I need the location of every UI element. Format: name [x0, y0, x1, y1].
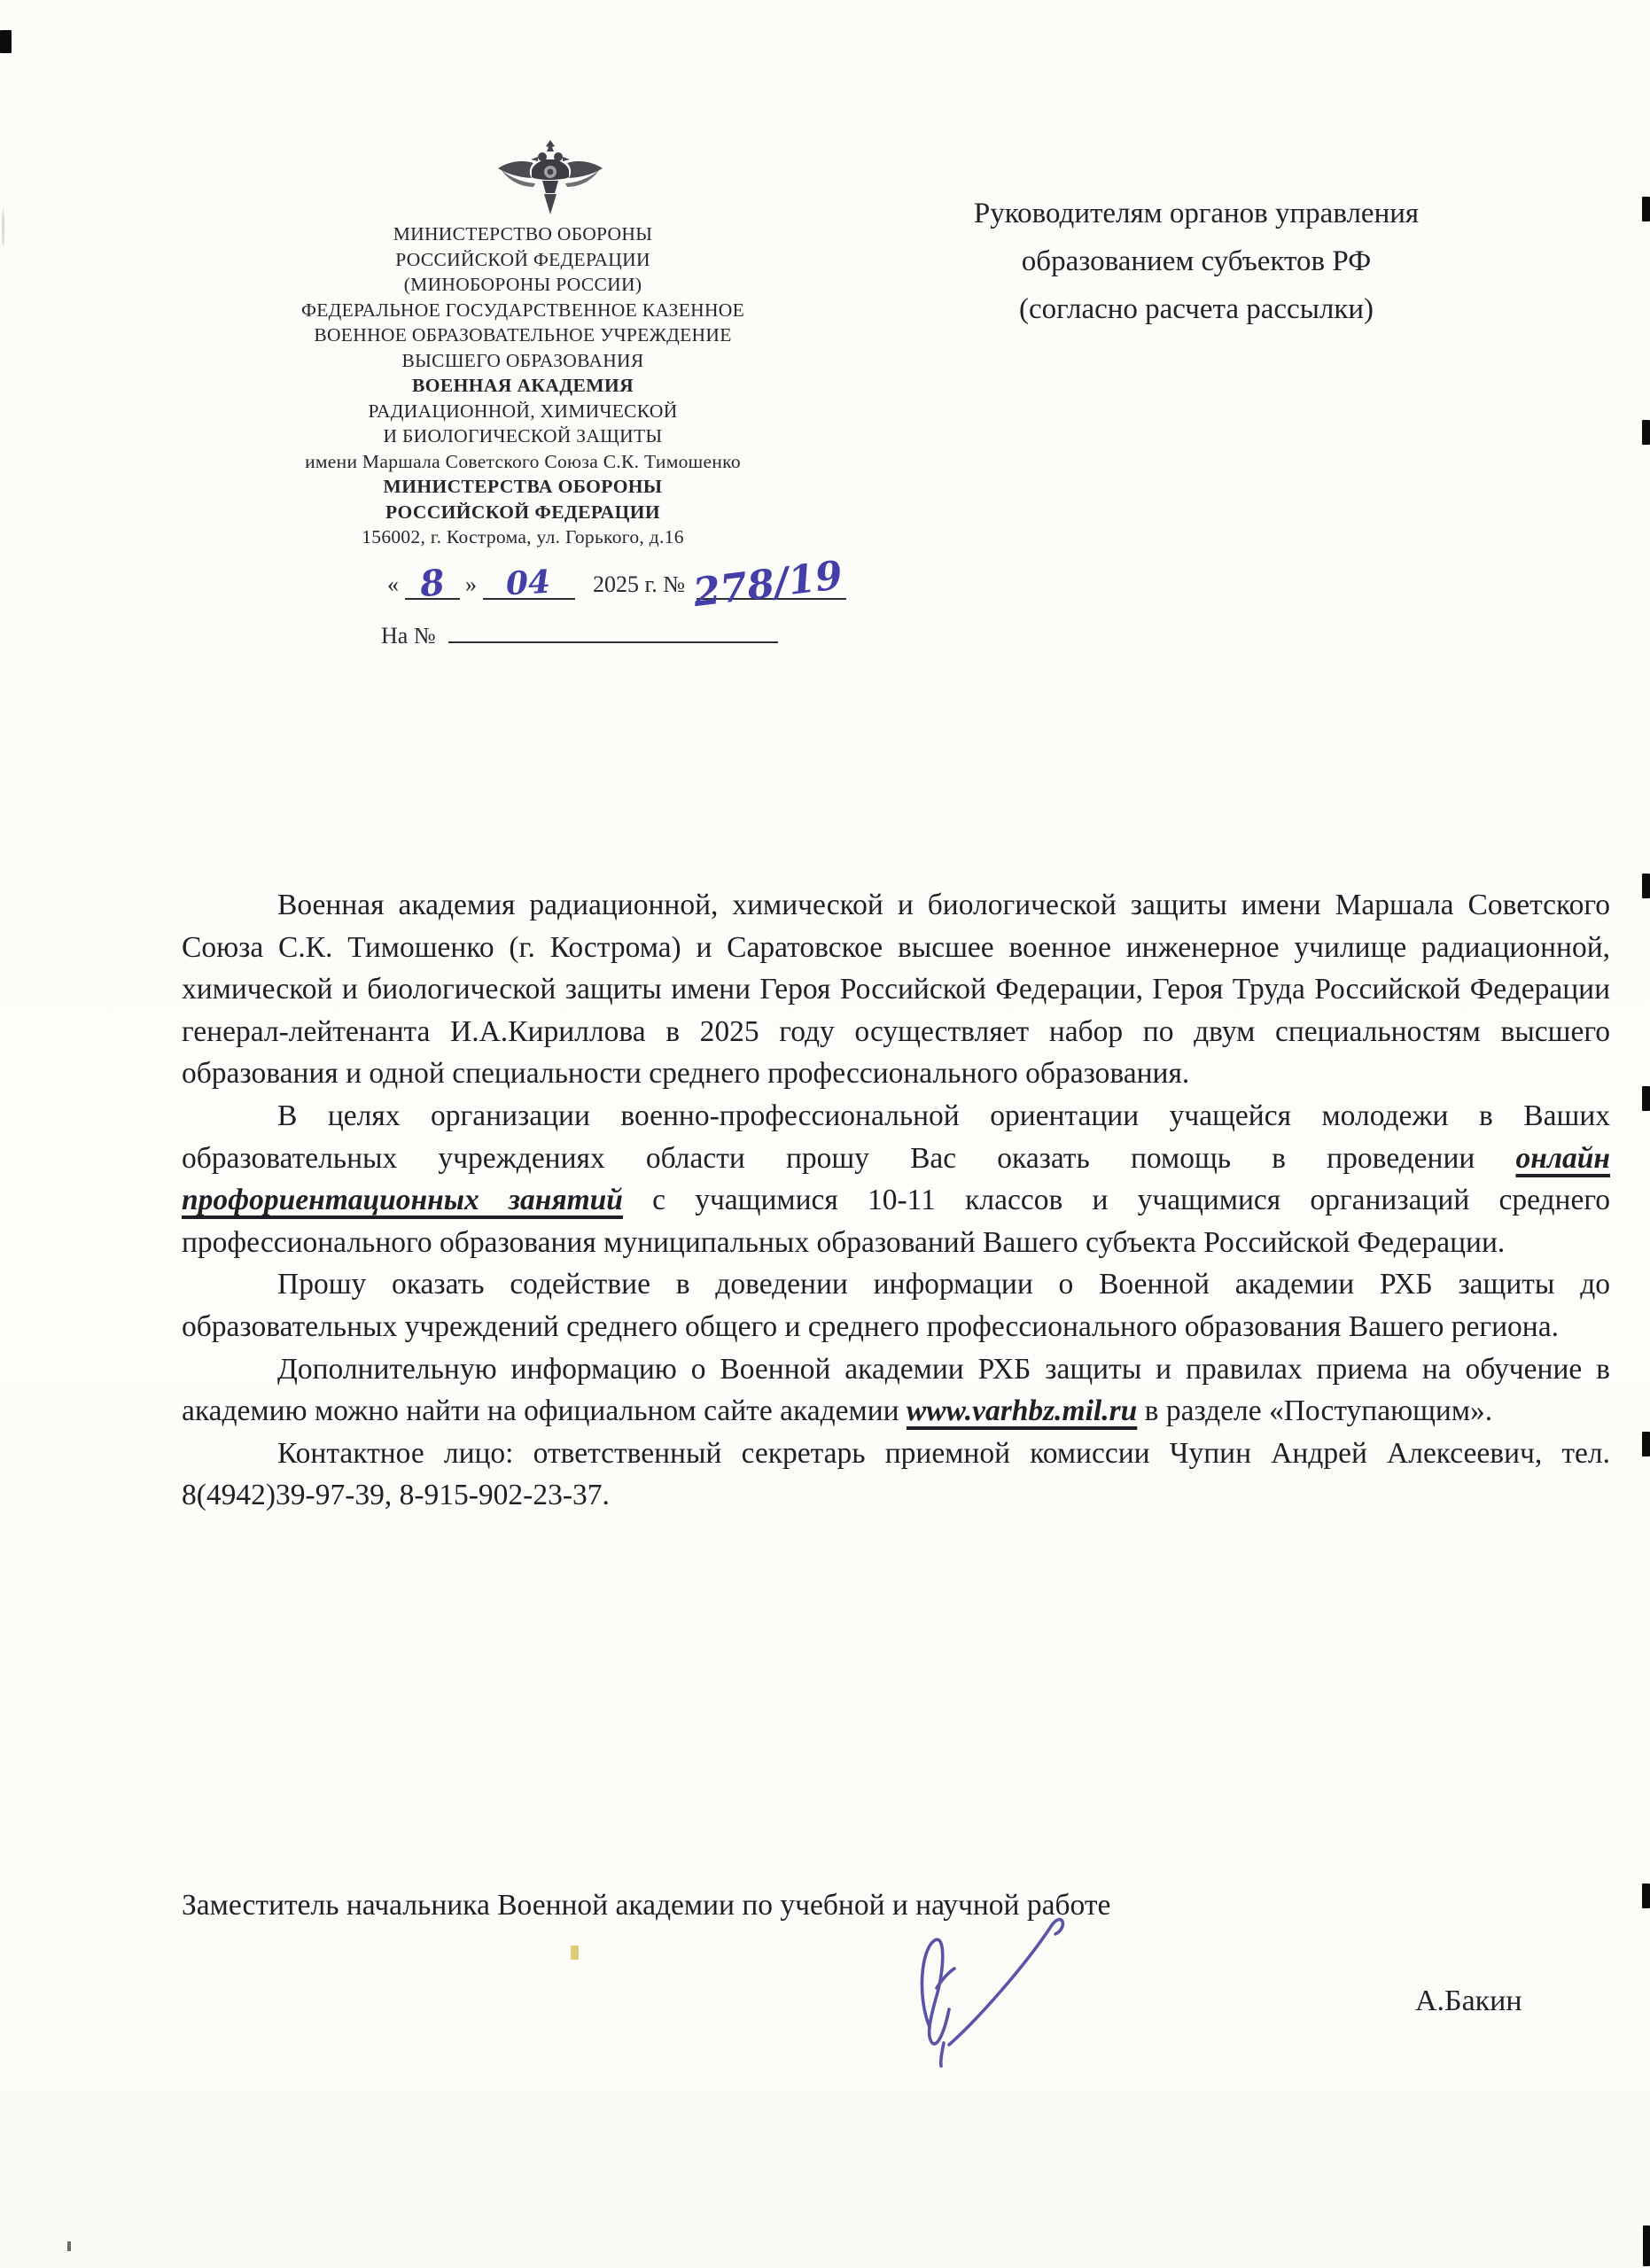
reference-label: На №	[381, 623, 436, 649]
scan-edge-mark	[0, 30, 12, 53]
signer-name: А.Бакин	[1415, 1984, 1522, 2017]
letterhead-line: ФЕДЕРАЛЬНОЕ ГОСУДАРСТВЕННОЕ КАЗЕННОЕ	[300, 299, 745, 321]
letterhead-line: ВЫСШЕГО ОБРАЗОВАНИЯ	[401, 349, 644, 371]
addressee-block	[891, 190, 1502, 333]
letterhead	[204, 221, 842, 550]
scan-edge-mark	[1642, 1432, 1650, 1456]
addressee-line: (согласно расчета рассылки)	[1018, 293, 1374, 325]
paragraph-website	[182, 1348, 1610, 1433]
handwritten-outgoing-number-field	[690, 552, 846, 617]
signer-title: Заместитель начальника Военной академии по учебной и научной работе	[182, 1889, 1111, 1922]
scan-speck	[67, 2241, 71, 2251]
academy-website-link: www.varhbz.mil.ru	[906, 1394, 1138, 1428]
scan-edge-mark	[1642, 1884, 1650, 1908]
scan-speck	[571, 1946, 579, 1960]
date-number-line	[387, 552, 846, 617]
mod-eagle-emblem	[493, 138, 608, 221]
scan-speck	[2, 209, 4, 246]
handwritten-day-field	[405, 561, 460, 606]
year-and-number-label: 2025 г. №	[593, 571, 686, 597]
scan-edge-mark	[1643, 2225, 1650, 2266]
quote-open: «	[387, 571, 399, 597]
scan-edge-mark	[1642, 420, 1650, 445]
paragraph-intro	[182, 884, 1610, 1095]
paragraph-intro-text: Военная академия радиационной, химической и биологической защиты имени Маршала Советского Союза С.К. Тимошенко (г. Кострома) и Саратовское высшее военное инженерное училище радиационной, химической и биологической защиты имени Героя Российской Федерации, Героя Труда Российской Федерации генерал-лейтенанта И.А.Кириллова в 2025 году осуществляет набор по двум специальностям высшего образования и одной специальности среднего профессионального образования.	[182, 889, 1610, 1091]
letterhead-line-named-after: имени Маршала Советского Союза С.К. Тимошенко	[305, 450, 741, 472]
quote-close: »	[465, 571, 477, 597]
paragraph-text: Дополнительную информацию о Военной академии РХБ защиты и правилах приема на обучение в академию можно найти на официальном сайте академии	[182, 1352, 1610, 1428]
letterhead-address: 156002, г. Кострома, ул. Горького, д.16	[362, 526, 684, 548]
paragraph-text: Контактное лицо: ответственный секретарь приемной комиссии Чупин Андрей Алексеевич, тел. 8(4942)39-97-39, 8-915-902-23-37.	[182, 1436, 1610, 1512]
paragraph-text: с учащимися 10-11 классов и учащимися организаций среднего профессионального образования муниципальных образований Вашего субъекта Российской Федерации.	[182, 1184, 1610, 1259]
letterhead-line: РОССИЙСКОЙ ФЕДЕРАЦИИ	[395, 248, 650, 270]
addressee-line: образованием субъектов РФ	[1021, 245, 1372, 277]
letterhead-line: МИНИСТЕРСТВО ОБОРОНЫ	[393, 223, 653, 245]
letterhead-line: РОССИЙСКОЙ ФЕДЕРАЦИИ	[385, 501, 660, 523]
letterhead-line: МИНИСТЕРСТВА ОБОРОНЫ	[383, 476, 663, 497]
paragraph-text: Прошу оказать содействие в доведении информации о Военной академии РХБ защиты до образовательных учреждений среднего общего и среднего профессионального образования Вашего региона.	[182, 1268, 1610, 1343]
paragraph-request-online-sessions	[182, 1095, 1610, 1263]
scan-edge-mark	[1642, 197, 1650, 221]
handwritten-month: 04	[505, 563, 552, 603]
handwritten-month-field	[483, 563, 575, 603]
letterhead-line: РАДИАЦИОННОЙ, ХИМИЧЕСКОЙ	[368, 400, 678, 422]
reference-number-line	[381, 620, 778, 649]
paragraph-text: в разделе «Поступающим».	[1137, 1394, 1493, 1428]
letterhead-line: И БИОЛОГИЧЕСКОЙ ЗАЩИТЫ	[383, 425, 663, 447]
handwritten-outgoing-number: 278/19	[690, 552, 845, 617]
letterhead-line-academy: ВОЕННАЯ АКАДЕМИЯ	[412, 375, 634, 396]
paragraph-contact-person	[182, 1433, 1610, 1517]
letterhead-line: (МИНОБОРОНЫ РОССИИ)	[403, 274, 642, 295]
handwritten-day: 8	[417, 561, 447, 606]
scan-edge-mark	[1642, 1086, 1650, 1111]
handwritten-signature	[891, 1910, 1103, 2074]
addressee-line: Руководителям органов управления	[973, 198, 1420, 229]
paragraph-text: В целях организации военно-профессиональной ориентации учащейся молодежи в Ваших образовательных учреждениях области прошу Вас оказать помощь в проведении	[182, 1099, 1610, 1175]
letterhead-line: ВОЕННОЕ ОБРАЗОВАТЕЛЬНОЕ УЧРЕЖДЕНИЕ	[314, 324, 732, 346]
reference-blank-rule	[448, 620, 778, 643]
letter-body	[182, 884, 1610, 1517]
emphasized-online-career-sessions: онлайн профориентационных занятий	[182, 1141, 1610, 1217]
paragraph-request-information	[182, 1263, 1610, 1348]
scan-edge-mark	[1642, 874, 1650, 898]
